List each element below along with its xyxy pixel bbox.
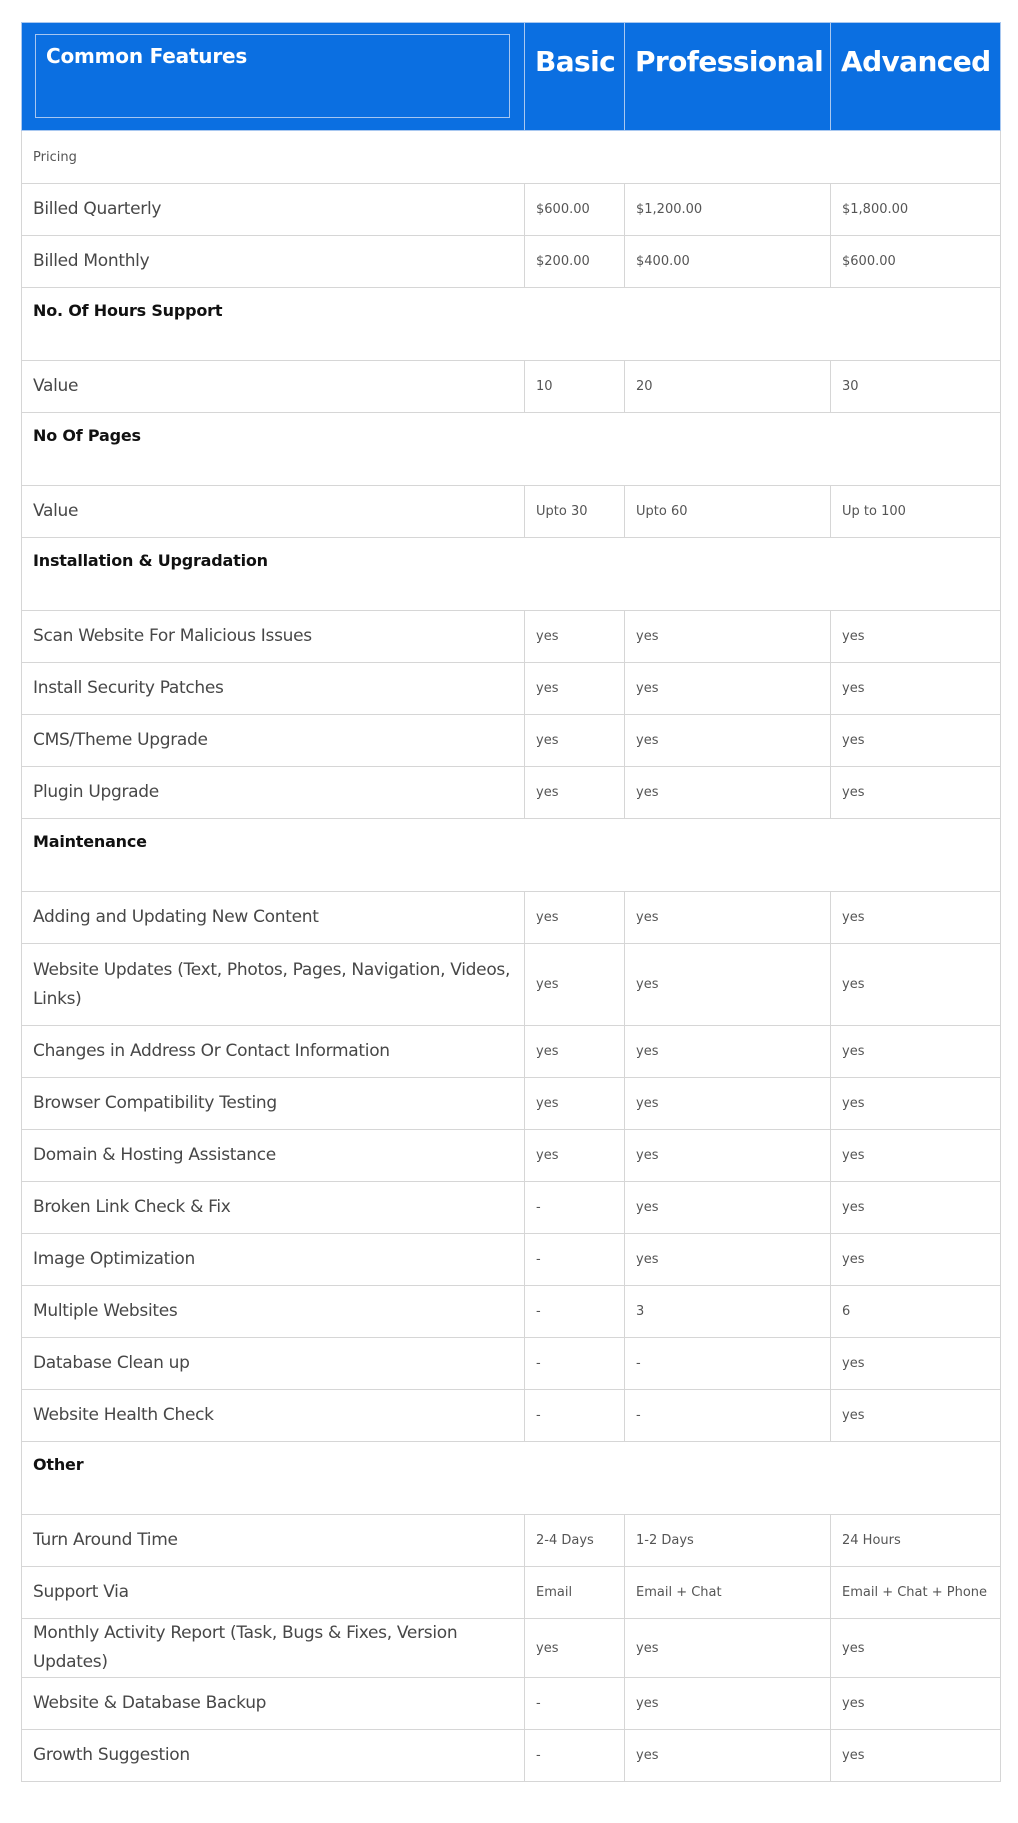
feature-label: Install Security Patches xyxy=(22,663,525,715)
value-basic: yes xyxy=(525,1130,625,1182)
common-features-box xyxy=(35,34,510,118)
value-professional: yes xyxy=(625,1182,831,1234)
value-professional: 20 xyxy=(625,361,831,413)
header-plan-basic xyxy=(525,23,625,131)
value-professional: $400.00 xyxy=(625,236,831,288)
value-basic: yes xyxy=(525,1026,625,1078)
feature-label: CMS/Theme Upgrade xyxy=(22,715,525,767)
value-advanced: yes xyxy=(831,1078,1001,1130)
table-row xyxy=(22,1678,1001,1730)
table-row xyxy=(22,663,1001,715)
value-advanced: yes xyxy=(831,892,1001,944)
value-professional: Email + Chat xyxy=(625,1567,831,1619)
table-row xyxy=(22,1619,1001,1678)
value-professional: yes xyxy=(625,944,831,1026)
value-advanced: yes xyxy=(831,1678,1001,1730)
value-basic: yes xyxy=(525,767,625,819)
table-row xyxy=(22,236,1001,288)
value-professional: yes xyxy=(625,715,831,767)
table-row xyxy=(22,1390,1001,1442)
section-row xyxy=(22,1442,1001,1515)
value-professional: Upto 60 xyxy=(625,486,831,538)
feature-label: Billed Monthly xyxy=(22,236,525,288)
value-advanced: yes xyxy=(831,1619,1001,1678)
value-basic: yes xyxy=(525,1078,625,1130)
section-row xyxy=(22,288,1001,361)
table-row xyxy=(22,1730,1001,1782)
feature-label: Value xyxy=(22,361,525,413)
section-heading: No Of Pages xyxy=(22,413,1001,486)
value-professional: yes xyxy=(625,767,831,819)
value-professional: yes xyxy=(625,1026,831,1078)
value-advanced: yes xyxy=(831,1390,1001,1442)
plan-name-professional: Professional xyxy=(635,45,824,78)
value-advanced: 30 xyxy=(831,361,1001,413)
value-basic: - xyxy=(525,1234,625,1286)
table-row xyxy=(22,944,1001,1026)
value-basic: $600.00 xyxy=(525,184,625,236)
plan-name-advanced: Advanced xyxy=(841,45,991,78)
table-row xyxy=(22,892,1001,944)
value-basic: yes xyxy=(525,1619,625,1678)
value-basic: yes xyxy=(525,944,625,1026)
table-row xyxy=(22,1286,1001,1338)
value-basic: yes xyxy=(525,892,625,944)
feature-label: Scan Website For Malicious Issues xyxy=(22,611,525,663)
value-professional: yes xyxy=(625,663,831,715)
section-row xyxy=(22,538,1001,611)
table-row xyxy=(22,1234,1001,1286)
value-professional: yes xyxy=(625,1078,831,1130)
value-advanced: Up to 100 xyxy=(831,486,1001,538)
section-row xyxy=(22,413,1001,486)
feature-label: Database Clean up xyxy=(22,1338,525,1390)
plan-name-basic: Basic xyxy=(535,45,616,78)
value-advanced: yes xyxy=(831,1338,1001,1390)
feature-label: Website Health Check xyxy=(22,1390,525,1442)
section-heading: Installation & Upgradation xyxy=(22,538,1001,611)
value-advanced: yes xyxy=(831,663,1001,715)
header-row xyxy=(22,23,1001,131)
table-row xyxy=(22,1338,1001,1390)
value-advanced: yes xyxy=(831,715,1001,767)
table-row xyxy=(22,1182,1001,1234)
value-basic: $200.00 xyxy=(525,236,625,288)
table-row xyxy=(22,361,1001,413)
feature-label: Billed Quarterly xyxy=(22,184,525,236)
pricing-row xyxy=(22,131,1001,184)
value-professional: - xyxy=(625,1338,831,1390)
pricing-label: Pricing xyxy=(22,131,1001,184)
value-advanced: yes xyxy=(831,1130,1001,1182)
value-professional: 3 xyxy=(625,1286,831,1338)
value-basic: yes xyxy=(525,663,625,715)
value-advanced: yes xyxy=(831,767,1001,819)
value-advanced: yes xyxy=(831,944,1001,1026)
value-basic: - xyxy=(525,1678,625,1730)
feature-label: Domain & Hosting Assistance xyxy=(22,1130,525,1182)
value-advanced: yes xyxy=(831,1730,1001,1782)
table-body xyxy=(22,131,1001,1782)
feature-label: Support Via xyxy=(22,1567,525,1619)
value-advanced: yes xyxy=(831,611,1001,663)
common-features-label: Common Features xyxy=(46,44,248,68)
value-basic: yes xyxy=(525,611,625,663)
value-professional: 1-2 Days xyxy=(625,1515,831,1567)
table-row xyxy=(22,611,1001,663)
table-row xyxy=(22,486,1001,538)
feature-label: Adding and Updating New Content xyxy=(22,892,525,944)
value-basic: yes xyxy=(525,715,625,767)
feature-label: Turn Around Time xyxy=(22,1515,525,1567)
value-basic: - xyxy=(525,1286,625,1338)
value-professional: $1,200.00 xyxy=(625,184,831,236)
value-professional: yes xyxy=(625,1234,831,1286)
table-row xyxy=(22,1515,1001,1567)
value-advanced: $600.00 xyxy=(831,236,1001,288)
value-basic: - xyxy=(525,1390,625,1442)
value-professional: yes xyxy=(625,611,831,663)
feature-label: Browser Compatibility Testing xyxy=(22,1078,525,1130)
value-professional: yes xyxy=(625,1678,831,1730)
table-row xyxy=(22,715,1001,767)
value-basic: 2-4 Days xyxy=(525,1515,625,1567)
value-professional: yes xyxy=(625,1619,831,1678)
feature-label: Monthly Activity Report (Task, Bugs & Fixes, Version Updates) xyxy=(22,1619,525,1678)
value-basic: 10 xyxy=(525,361,625,413)
table-row xyxy=(22,1078,1001,1130)
feature-label: Image Optimization xyxy=(22,1234,525,1286)
value-advanced: yes xyxy=(831,1026,1001,1078)
table-row xyxy=(22,1130,1001,1182)
value-advanced: 6 xyxy=(831,1286,1001,1338)
value-basic: - xyxy=(525,1730,625,1782)
feature-label: Growth Suggestion xyxy=(22,1730,525,1782)
value-basic: - xyxy=(525,1338,625,1390)
table-row xyxy=(22,1026,1001,1078)
value-basic: - xyxy=(525,1182,625,1234)
value-advanced: Email + Chat + Phone xyxy=(831,1567,1001,1619)
value-advanced: $1,800.00 xyxy=(831,184,1001,236)
value-professional: yes xyxy=(625,892,831,944)
value-professional: yes xyxy=(625,1730,831,1782)
section-heading: No. Of Hours Support xyxy=(22,288,1001,361)
table-row xyxy=(22,184,1001,236)
feature-label: Multiple Websites xyxy=(22,1286,525,1338)
feature-label: Website & Database Backup xyxy=(22,1678,525,1730)
value-advanced: 24 Hours xyxy=(831,1515,1001,1567)
value-basic: Upto 30 xyxy=(525,486,625,538)
table-row xyxy=(22,767,1001,819)
value-professional: yes xyxy=(625,1130,831,1182)
section-heading: Other xyxy=(22,1442,1001,1515)
feature-label: Broken Link Check & Fix xyxy=(22,1182,525,1234)
table-header xyxy=(22,23,1001,131)
value-advanced: yes xyxy=(831,1182,1001,1234)
pricing-comparison-table xyxy=(21,22,1001,1782)
header-plan-professional xyxy=(625,23,831,131)
header-plan-advanced xyxy=(831,23,1001,131)
table-row xyxy=(22,1567,1001,1619)
feature-label: Value xyxy=(22,486,525,538)
feature-label: Website Updates (Text, Photos, Pages, Navigation, Videos, Links) xyxy=(22,944,525,1026)
header-common-features xyxy=(22,23,525,131)
section-heading: Maintenance xyxy=(22,819,1001,892)
feature-label: Plugin Upgrade xyxy=(22,767,525,819)
value-advanced: yes xyxy=(831,1234,1001,1286)
feature-label: Changes in Address Or Contact Information xyxy=(22,1026,525,1078)
value-professional: - xyxy=(625,1390,831,1442)
section-row xyxy=(22,819,1001,892)
pricing-comparison-container xyxy=(21,22,1000,1782)
value-basic: Email xyxy=(525,1567,625,1619)
